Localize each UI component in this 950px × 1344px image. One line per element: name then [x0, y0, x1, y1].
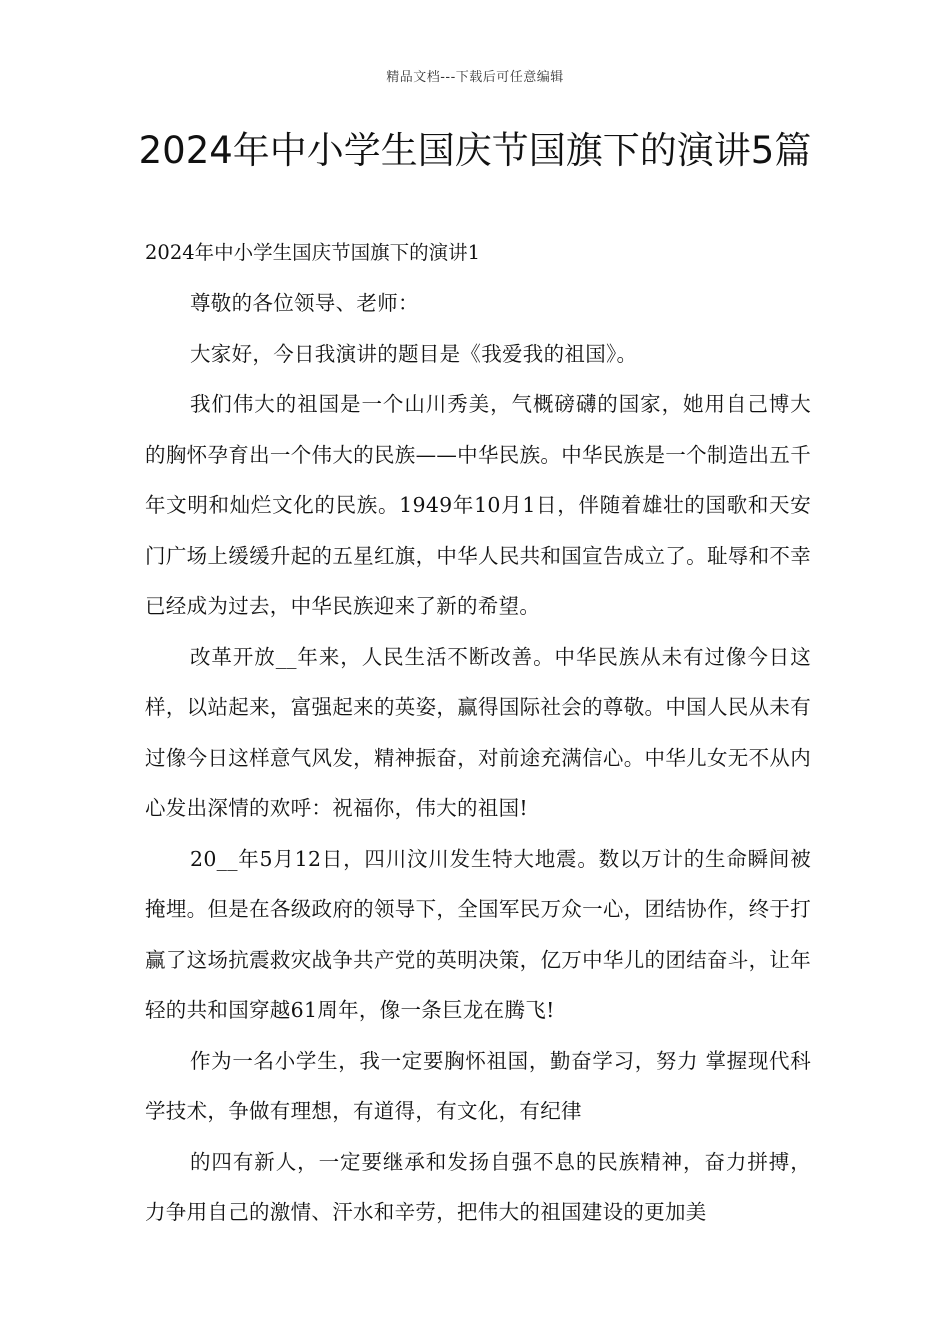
document-body: [145, 232, 811, 1238]
paragraph: 20__年5月12日，四川汶川发生特大地震。数以万计的生命瞬间被掩埋。但是在各级政府的领导下，全国军民万众一心，团结协作，终于打赢了这场抗震救灾战争共产党的英明决策，亿万中华儿的团结奋斗，让年轻的共和国穿越61周年，像一条巨龙在腾飞!: [145, 846, 811, 1022]
header-note: 精品文档---下载后可任意编辑: [386, 70, 564, 85]
paragraph-opening: 大家好，今日我演讲的题目是《我爱我的祖国》。: [190, 341, 638, 366]
paragraph: 我们伟大的祖国是一个山川秀美，气概磅礴的国家，她用自己博大的胸怀孕育出一个伟大的民族——中华民族。中华民族是一个制造出五千年文明和灿烂文化的民族。1949年10月1日，伴随着雄壮的国歌和天安门广场上缓缓升起的五星红旗，中华人民共和国宣告成立了。耻辱和不幸已经成为过去，中华民族迎来了新的希望。: [145, 392, 811, 618]
paragraph: 作为一名小学生，我一定要胸怀祖国，勤奋学习，努力 掌握现代科学技术，争做有理想，有道得，有文化，有纪律: [145, 1048, 811, 1123]
document-title: 2024年中小学生国庆节国旗下的演讲5篇: [138, 129, 812, 172]
paragraph: 改革开放__年来，人民生活不断改善。中华民族从未有过像今日这样，以站起来，富强起来的英姿，赢得国际社会的尊敬。中国人民从未有过像今日这样意气风发，精神振奋，对前途充满信心。中华儿女无不从内心发出深情的欢呼：祝福你，伟大的祖国!: [145, 644, 811, 820]
section-heading: 2024年中小学生国庆节国旗下的演讲1: [145, 241, 481, 264]
paragraph-greeting: 尊敬的各位领导、老师：: [190, 291, 419, 315]
paragraph: 的四有新人，一定要继承和发扬自强不息的民族精神，奋力拼搏，力争用自己的激情、汗水和辛劳，把伟大的祖国建设的更加美: [145, 1149, 811, 1224]
